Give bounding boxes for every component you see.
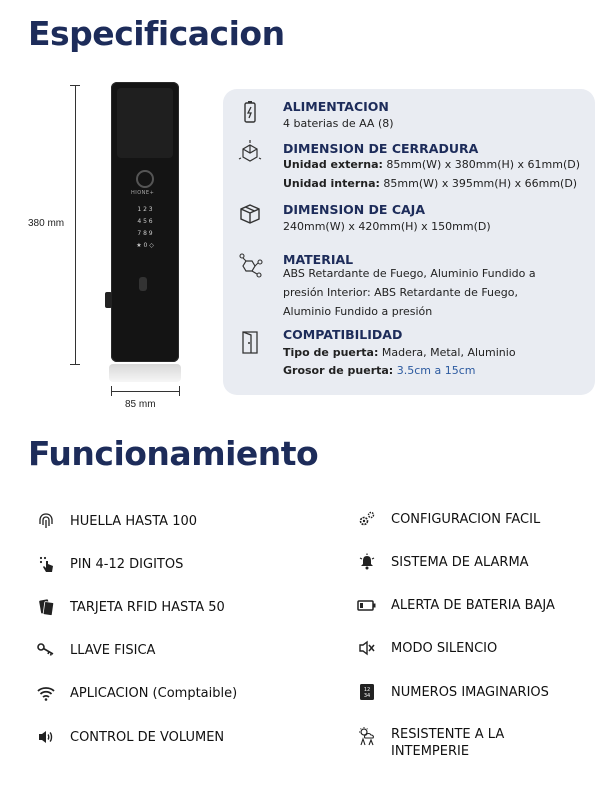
mute-icon bbox=[357, 638, 377, 658]
section-title-spec: Especificacion bbox=[28, 14, 285, 53]
gears-icon bbox=[357, 509, 377, 529]
lock-camera-panel bbox=[117, 88, 173, 158]
spec-line-label: Tipo de puerta: bbox=[283, 346, 379, 359]
battery-icon bbox=[237, 99, 263, 125]
spec-line-label: Unidad interna: bbox=[283, 177, 380, 190]
feature-label: APLICACION (Comptaible) bbox=[70, 685, 238, 701]
feature-item bbox=[357, 551, 529, 573]
feature-item bbox=[357, 637, 497, 659]
low-battery-icon bbox=[357, 595, 377, 615]
spec-line: Aluminio Fundido a presión bbox=[283, 305, 433, 318]
rfid-card-icon bbox=[36, 597, 56, 617]
lock-keyhole bbox=[139, 277, 147, 291]
height-dimension-line bbox=[75, 85, 76, 365]
key-icon bbox=[36, 640, 56, 660]
spec-title: DIMENSION DE CAJA bbox=[283, 202, 425, 217]
feature-item bbox=[357, 508, 540, 530]
lock-fingerprint-sensor bbox=[136, 170, 154, 188]
spec-line: presión Interior: ABS Retardante de Fuego, bbox=[283, 286, 519, 299]
feature-label: SISTEMA DE ALARMA bbox=[391, 554, 529, 570]
volume-icon bbox=[36, 727, 56, 747]
box-icon bbox=[237, 201, 263, 227]
weather-icon bbox=[357, 726, 377, 746]
feature-label: CONFIGURACION FACIL bbox=[391, 511, 541, 527]
feature-item bbox=[36, 510, 197, 532]
feature-label: HUELLA HASTA 100 bbox=[70, 513, 198, 529]
spec-title: MATERIAL bbox=[283, 252, 354, 267]
spec-title: COMPATIBILIDAD bbox=[283, 327, 403, 342]
spec-line: 240mm(W) x 420mm(H) x 150mm(D) bbox=[283, 220, 491, 233]
spec-line bbox=[283, 157, 580, 172]
svg-text:34: 34 bbox=[363, 693, 371, 699]
feature-label: MODO SILENCIO bbox=[391, 640, 498, 656]
lock-keypad: 1 2 3 4 5 6 7 8 9 ★ 0 ◇ bbox=[136, 206, 154, 249]
spec-line bbox=[283, 363, 475, 378]
spec-line: ABS Retardante de Fuego, Aluminio Fundido a bbox=[283, 267, 536, 280]
spec-line-value: 85mm(W) x 380mm(H) x 61mm(D) bbox=[382, 158, 581, 171]
dimension-tick bbox=[70, 364, 80, 365]
lock-handle bbox=[105, 292, 112, 308]
feature-item bbox=[36, 553, 183, 575]
spec-title: ALIMENTACION bbox=[283, 99, 389, 114]
dimension-tick bbox=[111, 386, 112, 396]
spec-line bbox=[283, 176, 577, 191]
molecule-icon bbox=[237, 252, 263, 278]
spec-title: DIMENSION DE CERRADURA bbox=[283, 141, 479, 156]
door-icon bbox=[237, 329, 263, 355]
dimension-tick bbox=[70, 85, 80, 86]
spec-line-label: Grosor de puerta: bbox=[283, 364, 394, 377]
spec-line bbox=[283, 345, 516, 360]
spec-card bbox=[223, 89, 595, 395]
section-title-func: Funcionamiento bbox=[28, 434, 319, 473]
spec-line-label: Unidad externa: bbox=[283, 158, 383, 171]
svg-text:12: 12 bbox=[363, 687, 371, 693]
feature-label: ALERTA DE BATERIA BAJA bbox=[391, 597, 555, 613]
dimension-tick bbox=[179, 386, 180, 396]
wifi-icon bbox=[36, 683, 56, 703]
spec-line-value: 3.5cm a 15cm bbox=[393, 364, 476, 377]
lock-brand-logo: HIONE+ bbox=[131, 190, 155, 196]
feature-item bbox=[36, 639, 155, 661]
feature-label: LLAVE FISICA bbox=[70, 642, 156, 658]
width-dimension-line bbox=[111, 391, 179, 392]
spec-line-value: 85mm(W) x 395mm(H) x 66mm(D) bbox=[379, 177, 578, 190]
spec-line: 4 baterias de AA (8) bbox=[283, 117, 394, 130]
width-label: 85 mm bbox=[125, 399, 156, 410]
lock-reflection bbox=[109, 364, 181, 382]
fingerprint-icon bbox=[36, 511, 56, 531]
spec-line-value: Madera, Metal, Aluminio bbox=[378, 346, 516, 359]
keypad-icon bbox=[357, 682, 377, 702]
feature-item bbox=[36, 596, 225, 618]
feature-item bbox=[36, 726, 224, 748]
feature-item bbox=[357, 726, 504, 764]
feature-label: PIN 4-12 DIGITOS bbox=[70, 556, 184, 572]
cube-dimension-icon bbox=[237, 139, 263, 165]
feature-label: TARJETA RFID HASTA 50 bbox=[70, 599, 225, 615]
feature-label: RESISTENTE A LA INTEMPERIE bbox=[391, 727, 505, 759]
smart-lock-image bbox=[111, 82, 179, 362]
feature-label: CONTROL DE VOLUMEN bbox=[70, 729, 225, 745]
feature-item bbox=[36, 682, 237, 704]
feature-item bbox=[357, 681, 549, 703]
alarm-bell-icon bbox=[357, 552, 377, 572]
feature-label: NUMEROS IMAGINARIOS bbox=[391, 684, 549, 700]
feature-item bbox=[357, 594, 555, 616]
keypad-touch-icon bbox=[36, 554, 56, 574]
height-label: 380 mm bbox=[28, 218, 65, 229]
